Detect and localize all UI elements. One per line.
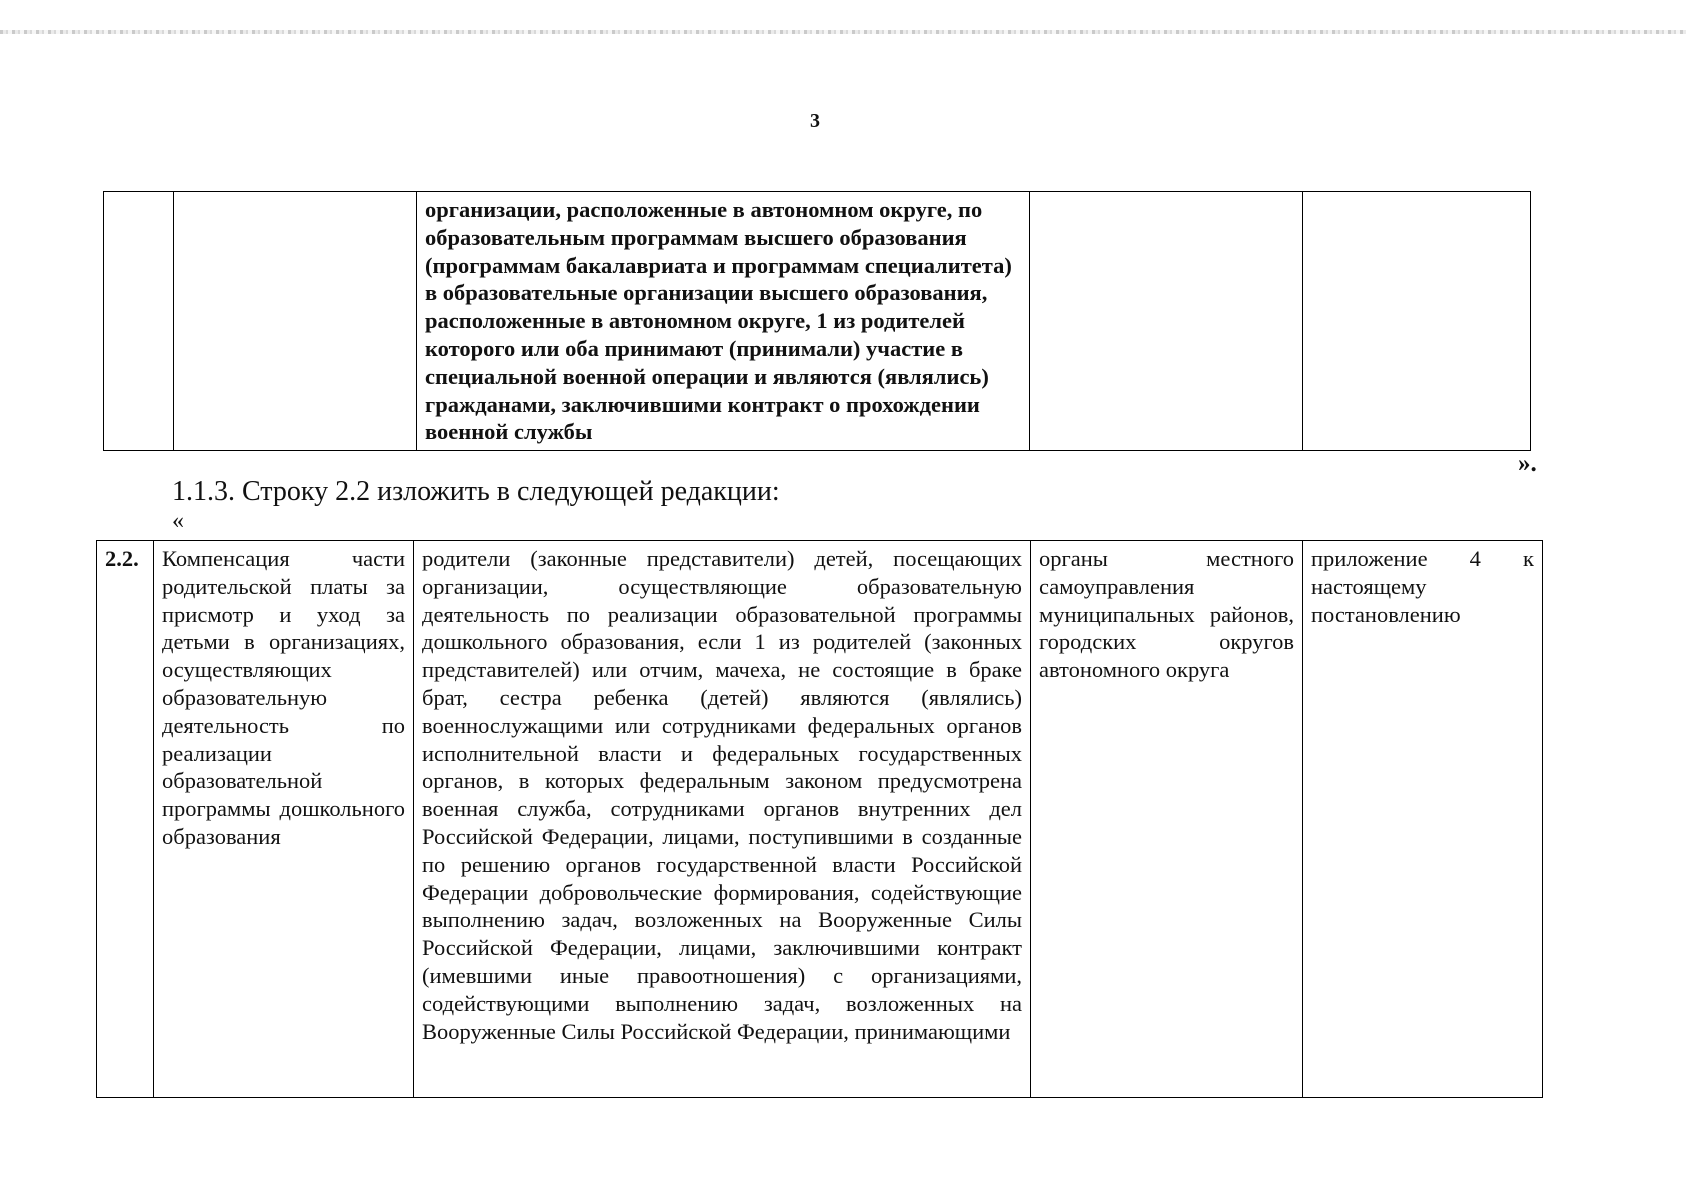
top-cell-appendix — [1303, 192, 1531, 451]
bottom-table — [96, 540, 1543, 1098]
page-number: 3 — [810, 110, 820, 132]
row-number: 2.2. — [97, 541, 154, 1098]
table-row — [97, 541, 1543, 1098]
top-table — [103, 191, 1531, 451]
top-cell-name — [174, 192, 417, 451]
opening-quote: « — [172, 508, 184, 534]
closing-quote: ». — [1518, 450, 1537, 477]
recipients-cell: родители (законные представители) детей, посещающих организации, осуществляющие образовательную деятельность по реализации образовательной программы дошкольного образования, если 1 из родителей (законных представителей) или отчим, мачеха, не состоящие в браке брат, сестра ребенка (детей) являются (являлись) военнослужащими или сотрудниками федеральных органов исполнительной власти и федеральных государственных органов, в которых федеральным законом предусмотрена военная служба, сотрудниками органов внутренних дел Российской Федерации, лицами, поступившими в созданные по решению органов государственной власти Российской Федерации добровольческие формирования, содействующие выполнению задач, возложенных на Вооруженные Силы Российской Федерации, лицами, заключившими контракт (имевшими иные правоотношения) с организациями, содействующими выполнению задач, возложенных на Вооруженные Силы Российской Федерации, принимающими — [414, 541, 1031, 1098]
scan-edge-artifact — [0, 30, 1686, 34]
measure-name: Компенсация части родительской платы за присмотр и уход за детьми в организациях, осуществляющих образовательную деятельность по реализации образовательной программы дошкольного образования — [154, 541, 414, 1098]
top-cell-recipients: организации, расположенные в автономном округе, по образовательным программам высшего образования (программам бакалавриата и программам специалитета) в образовательные организации высшего образования, расположенные в автономном округе, 1 из родителей которого или оба принимают (принимали) участие в специальной военной операции и являются (являлись) гражданами, заключившими контракт о прохождении военной службы — [417, 192, 1030, 451]
amendment-paragraph: 1.1.3. Строку 2.2 изложить в следующей редакции: — [172, 476, 780, 507]
top-cell-authority — [1030, 192, 1303, 451]
authority-cell: органы местного самоуправления муниципальных районов, городских округов автономного округа — [1031, 541, 1303, 1098]
table-row — [104, 192, 1531, 451]
appendix-cell: приложение 4 к настоящему постановлению — [1303, 541, 1543, 1098]
top-cell-number — [104, 192, 174, 451]
